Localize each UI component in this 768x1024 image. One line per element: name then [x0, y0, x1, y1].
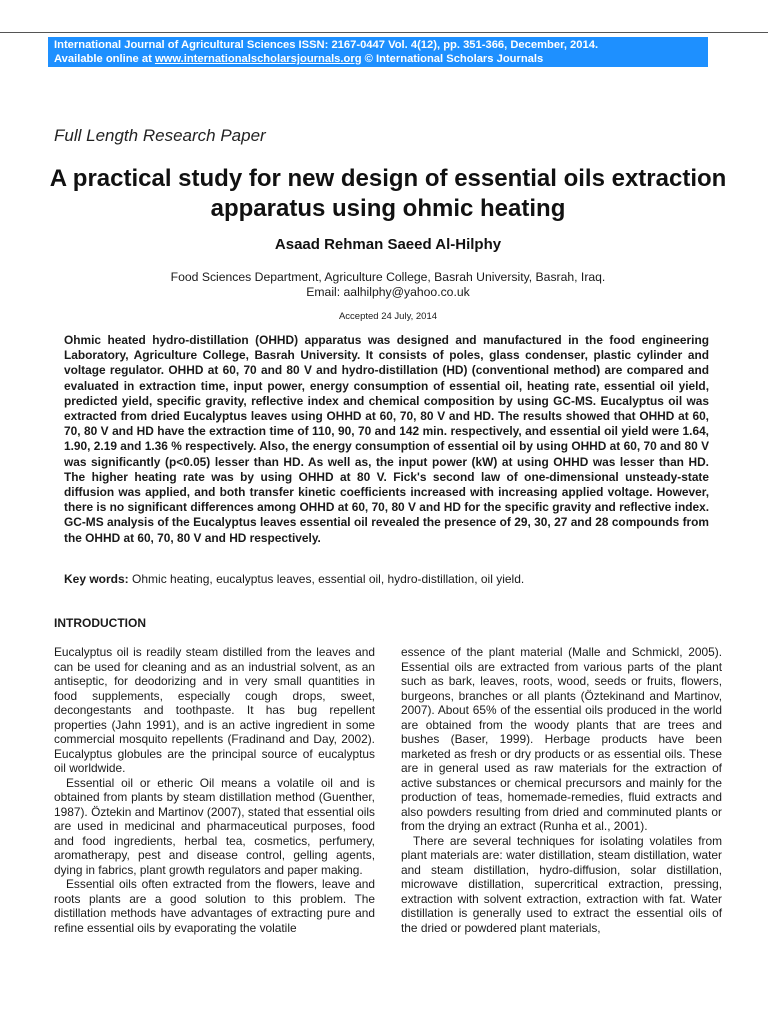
copyright: © International Scholars Journals: [361, 53, 544, 65]
paragraph: Eucalyptus oil is readily steam distilled from the leaves and can be used for cleaning and as an industrial solvent, as an antiseptic, for deodorizing and in very small quantities in food supplements, especially cough drops, sweet, decongestants and toothpaste. It has bug repellent properties (Jahn 1991), and is an active ingredient in some commercial mosquito repellents (Fradinand and Day, 2002). Eucalyptus globules are the principal source of eucalyptus oil worldwide.: [54, 645, 375, 775]
journal-banner: [48, 37, 708, 67]
paragraph: Essential oil or etheric Oil means a volatile oil and is obtained from plants by steam distillation method (Guenther, 1987). Öztekin and Martinov (2007), stated that essential oils are used in medicinal and pharmaceutical purposes, food and food ingredients, herbal tea, cosmetics, perfumery, aromatherapy, pest and disease control, gelling agents, dying in fabrics, plant growth regulators and paper making.: [54, 775, 375, 877]
abstract: Ohmic heated hydro-distillation (OHHD) apparatus was designed and manufactured in the food engineering Laboratory, Agriculture College, Basrah University. It consists of poles, glass condenser, plastic cylinder and voltage regulator. OHHD at 60, 70 and 80 V and hydro-distillation (HD) (conventional method) are compared and evaluated in extraction time, input power, energy consumption of essential oil, heating rate, essential oil yield, predicted yield, specific gravity, reflective index and chemical composition by using GC-MS. Eucalyptus oil was extracted from dried Eucalyptus leaves using OHHD at 60, 70, 80 V and HD. The results showed that OHHD at 60, 70, 80 V and HD have the extraction time of 110, 90, 70 and 142 min. respectively, and essential oil yield were 1.64, 1.90, 2.19 and 1.36 % respectively. Also, the energy consumption of essential oil by using OHHD at 60, 70 and 80 V was significantly (p<0.05) lesser than HD. As well as, the input power (kW) at using OHHD was lesser than HD. The higher heating rate was by using OHHD at 80 V. Fick's second law of one-dimensional unsteady-state diffusion was applied, and both transfer kinetic coefficients increased with increasing applied voltage. However, there is no significant differences among OHHD at 60, 70, 80 V and HD for the specific gravity and reflective index. GC-MS analysis of the Eucalyptus leaves essential oil revealed the presence of 29, 30, 27 and 28 compounds from the OHHD at 60, 70, 80 V and HD respectively.: [64, 333, 709, 545]
author-name: Asaad Rehman Saeed Al-Hilphy: [274, 236, 502, 253]
paper-title: A practical study for new design of essential oils extraction apparatus using ohmic heating: [49, 165, 727, 222]
right-column: [401, 645, 722, 935]
journal-link[interactable]: www.internationalscholarsjournals.org: [154, 53, 362, 65]
left-column: [54, 645, 375, 935]
paragraph: There are several techniques for isolating volatiles from plant materials are: water distillation, steam distillation, water and steam distillation, hydro-diffusion, solar distillation, microwave distillation, supercritical extraction, pressing, extraction with solvent extraction, extraction with fat. Water distillation is generally used to extract the essential oils of the dried or powdered plant materials,: [401, 833, 722, 935]
paper-type: Full Length Research Paper: [54, 126, 266, 145]
available-prefix: Available online at: [54, 53, 155, 65]
affiliation-block: [0, 270, 768, 300]
keywords: [64, 571, 724, 587]
availability-line: [54, 52, 702, 66]
keywords-label: Key words:: [64, 572, 129, 586]
paragraph: essence of the plant material (Malle and Schmickl, 2005). Essential oils are extracted from various parts of the plant such as bark, leaves, roots, wood, seeds or fruits, flowers, burgeons, branches or all plants (Öztekinand and Martinov, 2007). About 65% of the essential oils produced in the world are obtained from the woody plants that are trees and bushes (Baser, 1999). Herbage products have been marketed as fresh or dry products or as essential oils. These are in general used as raw materials for the extraction of active substances or chemical precursors and mainly for the production of teas, homemade-remedies, fluid extracts and also powders resulting from dried and comminuted plants or from the drying an extract (Runha et al., 2001).: [401, 645, 722, 833]
top-rule: [0, 32, 768, 33]
keywords-text: Ohmic heating, eucalyptus leaves, essential oil, hydro-distillation, oil yield.: [128, 572, 525, 586]
paragraph: Essential oils often extracted from the flowers, leave and roots plants are a good solution to this problem. The distillation methods have advantages of extracting pure and refine essential oils by evaporating the volatile: [54, 877, 375, 935]
author-email: Email: aalhilphy@yahoo.co.uk: [306, 285, 470, 299]
accepted-date: Accepted 24 July, 2014: [338, 311, 438, 322]
section-heading-introduction: INTRODUCTION: [54, 616, 146, 630]
affiliation: Food Sciences Department, Agriculture College, Basrah University, Basrah, Iraq.: [170, 270, 606, 284]
journal-citation: International Journal of Agricultural Sciences ISSN: 2167-0447 Vol. 4(12), pp. 351-366, December, 2014.: [54, 39, 599, 51]
